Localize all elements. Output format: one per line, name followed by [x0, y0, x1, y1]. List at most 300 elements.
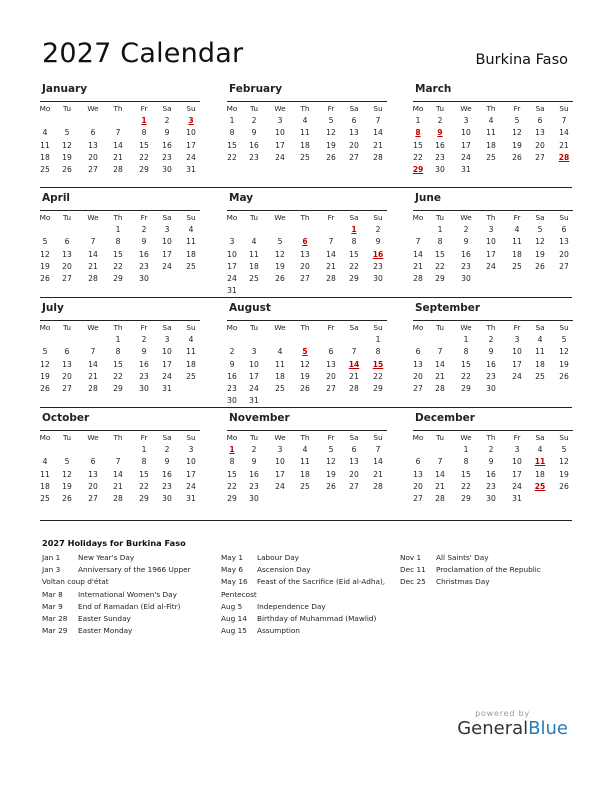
month-name: May [229, 192, 254, 204]
day-cell: 24 [275, 481, 285, 491]
weekday-label: Mo [39, 323, 51, 332]
day-cell: 15 [413, 140, 423, 150]
weekday-label: Mo [412, 323, 424, 332]
day-cell: 22 [461, 481, 471, 491]
day-cell: 25 [300, 481, 310, 491]
day-cell: 31 [512, 493, 522, 503]
weekday-label: Tu [63, 323, 71, 332]
month-august [226, 302, 387, 406]
day-cell: 20 [62, 371, 72, 381]
day-cell: 27 [62, 273, 72, 283]
day-cell: 11 [300, 128, 310, 138]
holiday-item [42, 625, 133, 637]
day-cell: 16 [162, 469, 172, 479]
holiday-date: Mar 9 [42, 601, 63, 611]
day-cell: 9 [251, 128, 257, 138]
holiday-name: Labour Day [257, 553, 299, 562]
day-cell: 12 [40, 249, 50, 259]
weekday-label: Su [186, 323, 196, 332]
day-cell: 20 [413, 371, 423, 381]
holiday-name-continued: Pentecost [221, 589, 257, 599]
day-cell: 22 [349, 261, 359, 271]
day-cell: 15 [139, 140, 149, 150]
day-cell: 16 [139, 359, 149, 369]
holiday-name: Proclamation of the Republic [436, 565, 541, 575]
weekday-label: Su [373, 433, 383, 442]
day-cell: 12 [512, 128, 522, 138]
day-cell: 15 [227, 469, 237, 479]
day-cell: 27 [62, 383, 72, 393]
day-cell: 31 [186, 164, 196, 174]
holiday-name: International Women's Day [78, 589, 177, 599]
page-title: 2027 Calendar [42, 38, 244, 69]
holiday-date: May 1 [221, 553, 244, 562]
day-cell: 27 [349, 481, 359, 491]
month-name: February [229, 83, 283, 95]
day-cell: 14 [113, 469, 123, 479]
day-cell: 18 [300, 469, 310, 479]
day-cell: 28 [113, 164, 123, 174]
weekday-label: Th [113, 213, 123, 222]
day-cell: 25 [300, 152, 310, 162]
day-cell: 8 [229, 128, 235, 138]
day-cell: 22 [139, 481, 149, 491]
day-cell: 23 [249, 152, 259, 162]
holiday-item [42, 601, 181, 613]
day-cell: 11 [512, 237, 522, 247]
day-cell: 11 [535, 347, 545, 357]
day-cell: 19 [512, 140, 522, 150]
holiday-name: Independence Day [257, 601, 326, 611]
weekday-label: Su [559, 323, 569, 332]
day-cell: 8 [375, 347, 381, 357]
day-cell: 14 [326, 249, 336, 259]
day-cell: 1 [115, 335, 121, 345]
weekday-label: Su [559, 433, 569, 442]
day-cell: 10 [162, 237, 172, 247]
day-cell: 23 [435, 152, 445, 162]
holiday-item [42, 613, 131, 625]
weekday-label: Fr [513, 433, 521, 442]
day-cell: 27 [88, 493, 98, 503]
month-april [39, 192, 200, 283]
day-cell: 25 [486, 152, 496, 162]
day-cell: 17 [512, 359, 522, 369]
day-cell: 5 [277, 237, 283, 247]
day-cell: 13 [349, 128, 359, 138]
day-cell: 6 [415, 457, 421, 467]
weekday-label: Fr [513, 213, 521, 222]
day-cell: 3 [277, 116, 283, 126]
holiday-date: May 16 [221, 577, 248, 587]
day-cell: 26 [512, 152, 522, 162]
weekday-label: Th [300, 433, 310, 442]
weekday-label: We [274, 323, 286, 332]
day-cell: 14 [88, 249, 98, 259]
month-march [412, 83, 573, 174]
day-cell: 29 [227, 493, 237, 503]
day-cell: 26 [40, 273, 50, 283]
day-cell: 28 [435, 383, 445, 393]
day-cell: 29 [139, 164, 149, 174]
day-cell: 16 [461, 249, 471, 259]
month-name: October [42, 412, 90, 424]
holiday-day: 3 [188, 116, 194, 126]
day-cell: 30 [227, 396, 237, 406]
day-cell: 23 [249, 481, 259, 491]
day-cell: 23 [461, 261, 471, 271]
day-cell: 13 [62, 249, 72, 259]
day-cell: 13 [88, 469, 98, 479]
day-cell: 9 [164, 128, 170, 138]
day-cell: 29 [349, 273, 359, 283]
weekday-label: Su [559, 213, 569, 222]
day-cell: 12 [40, 359, 50, 369]
day-cell: 2 [164, 116, 170, 126]
holiday-name: Christmas Day [436, 577, 490, 587]
day-cell: 4 [188, 225, 194, 235]
day-cell: 10 [275, 457, 285, 467]
day-cell: 19 [535, 249, 545, 259]
brand-blue: Blue [528, 718, 568, 739]
month-june [412, 192, 573, 283]
day-cell: 9 [251, 457, 257, 467]
day-cell: 10 [227, 249, 237, 259]
day-cell: 21 [373, 469, 383, 479]
weekday-label: Fr [513, 323, 521, 332]
weekday-label: Tu [63, 433, 71, 442]
weekday-label: Su [373, 213, 383, 222]
day-cell: 7 [437, 347, 443, 357]
day-cell: 18 [535, 469, 545, 479]
day-cell: 21 [373, 140, 383, 150]
day-cell: 10 [461, 128, 471, 138]
day-cell: 30 [373, 273, 383, 283]
day-cell: 23 [486, 481, 496, 491]
day-cell: 15 [349, 249, 359, 259]
weekday-label: Fr [140, 104, 148, 113]
weekday-label: Su [559, 104, 569, 113]
day-cell: 7 [328, 237, 334, 247]
month-header [227, 414, 387, 431]
day-cell: 11 [249, 249, 259, 259]
day-cell: 17 [162, 359, 172, 369]
day-cell: 4 [514, 225, 520, 235]
day-cell: 26 [40, 383, 50, 393]
day-cell: 22 [113, 371, 123, 381]
day-cell: 30 [486, 493, 496, 503]
day-cell: 4 [251, 237, 257, 247]
day-cell: 3 [164, 335, 170, 345]
weekday-label: Tu [63, 104, 71, 113]
weekday-label: Fr [327, 213, 335, 222]
day-cell: 20 [535, 140, 545, 150]
weekday-label: Th [300, 323, 310, 332]
day-cell: 14 [435, 469, 445, 479]
day-cell: 29 [373, 383, 383, 393]
holiday-name: All Saints' Day [436, 553, 489, 562]
day-cell: 6 [351, 445, 357, 455]
month-header [413, 414, 573, 431]
day-cell: 21 [349, 371, 359, 381]
day-cell: 12 [62, 140, 72, 150]
day-cell: 5 [514, 116, 520, 126]
day-cell: 30 [486, 383, 496, 393]
day-cell: 7 [561, 116, 567, 126]
day-cell: 27 [413, 383, 423, 393]
day-cell: 18 [535, 359, 545, 369]
day-cell: 19 [559, 359, 569, 369]
day-cell: 20 [62, 261, 72, 271]
day-cell: 22 [227, 152, 237, 162]
day-cell: 20 [559, 249, 569, 259]
day-cell: 21 [88, 261, 98, 271]
day-cell: 20 [349, 469, 359, 479]
day-cell: 9 [375, 237, 381, 247]
day-cell: 21 [326, 261, 336, 271]
day-cell: 29 [113, 273, 123, 283]
weekday-label: We [274, 104, 286, 113]
day-cell: 4 [277, 347, 283, 357]
day-cell: 19 [300, 371, 310, 381]
day-cell: 14 [373, 457, 383, 467]
holiday-name: End of Ramadan (Eid al-Fitr) [78, 601, 181, 611]
day-cell: 2 [375, 225, 381, 235]
holiday-day: 1 [351, 225, 357, 235]
day-cell: 9 [164, 457, 170, 467]
month-header [227, 194, 387, 211]
day-cell: 23 [139, 371, 149, 381]
holiday-date: Mar 29 [42, 626, 68, 636]
weekday-label: Sa [162, 323, 172, 332]
day-cell: 26 [62, 164, 72, 174]
day-cell: 9 [488, 347, 494, 357]
holiday-date: Jan 1 [42, 553, 61, 562]
weekday-label: We [460, 104, 472, 113]
day-cell: 13 [349, 457, 359, 467]
weekday-label: Sa [162, 433, 172, 442]
day-cell: 13 [535, 128, 545, 138]
day-cell: 22 [413, 152, 423, 162]
day-cell: 18 [40, 152, 50, 162]
day-cell: 8 [115, 347, 121, 357]
day-cell: 30 [461, 273, 471, 283]
day-cell: 1 [415, 116, 421, 126]
day-cell: 10 [162, 347, 172, 357]
day-cell: 25 [186, 371, 196, 381]
day-cell: 7 [90, 237, 96, 247]
day-cell: 23 [139, 261, 149, 271]
holidays-title: 2027 Holidays for Burkina Faso [42, 538, 186, 548]
day-cell: 16 [162, 140, 172, 150]
country-name: Burkina Faso [475, 52, 568, 68]
weekday-label: Sa [535, 433, 545, 442]
day-cell: 13 [559, 237, 569, 247]
day-cell: 6 [90, 457, 96, 467]
day-cell: 24 [275, 152, 285, 162]
month-header [40, 414, 200, 431]
day-cell: 10 [249, 359, 259, 369]
day-cell: 6 [351, 116, 357, 126]
day-cell: 3 [488, 225, 494, 235]
weekday-label: We [87, 323, 99, 332]
day-cell: 3 [277, 445, 283, 455]
day-cell: 16 [435, 140, 445, 150]
month-name: June [415, 192, 441, 204]
holiday-item [400, 564, 541, 576]
day-cell: 9 [229, 359, 235, 369]
day-cell: 11 [40, 140, 50, 150]
day-cell: 7 [351, 347, 357, 357]
weekday-label: Tu [250, 213, 258, 222]
day-cell: 24 [486, 261, 496, 271]
weekday-label: Th [113, 433, 123, 442]
day-cell: 27 [326, 383, 336, 393]
day-cell: 26 [326, 152, 336, 162]
holiday-item [400, 552, 489, 564]
weekday-label: Tu [436, 104, 444, 113]
day-cell: 22 [435, 261, 445, 271]
holiday-day: 25 [534, 481, 546, 491]
day-cell: 17 [461, 140, 471, 150]
weekday-label: Mo [39, 104, 51, 113]
day-cell: 15 [139, 469, 149, 479]
day-cell: 11 [40, 469, 50, 479]
day-cell: 21 [113, 481, 123, 491]
holiday-item [42, 589, 177, 601]
day-cell: 8 [463, 347, 469, 357]
day-cell: 13 [62, 359, 72, 369]
day-cell: 12 [559, 457, 569, 467]
day-cell: 23 [373, 261, 383, 271]
day-cell: 9 [141, 347, 147, 357]
day-cell: 11 [486, 128, 496, 138]
day-cell: 10 [186, 128, 196, 138]
weekday-label: Mo [412, 433, 424, 442]
month-may [226, 192, 387, 296]
day-cell: 31 [461, 164, 471, 174]
weekday-label: Tu [63, 213, 71, 222]
day-cell: 4 [537, 445, 543, 455]
day-cell: 4 [188, 335, 194, 345]
weekday-label: Fr [513, 104, 521, 113]
day-cell: 6 [561, 225, 567, 235]
holiday-name: Easter Monday [78, 626, 133, 636]
day-cell: 24 [512, 481, 522, 491]
month-name: August [229, 302, 271, 314]
weekday-label: Tu [250, 104, 258, 113]
day-cell: 28 [435, 493, 445, 503]
day-cell: 7 [375, 445, 381, 455]
weekday-label: We [274, 213, 286, 222]
month-header [413, 194, 573, 211]
day-cell: 21 [113, 152, 123, 162]
holiday-item [400, 576, 490, 588]
day-cell: 19 [326, 469, 336, 479]
day-cell: 11 [300, 457, 310, 467]
day-cell: 25 [535, 371, 545, 381]
holiday-day: 9 [437, 128, 443, 138]
holiday-name: Birthday of Muhammad (Mawlid) [257, 614, 377, 624]
day-cell: 12 [559, 347, 569, 357]
day-cell: 14 [559, 128, 569, 138]
holiday-column [221, 552, 386, 637]
weekday-label: Sa [535, 104, 545, 113]
day-cell: 25 [249, 273, 259, 283]
holiday-day: 15 [372, 359, 384, 369]
day-cell: 2 [463, 225, 469, 235]
day-cell: 28 [413, 273, 423, 283]
day-cell: 17 [227, 261, 237, 271]
weekday-label: Th [486, 213, 496, 222]
weekday-label: Sa [162, 104, 172, 113]
day-cell: 5 [561, 335, 567, 345]
day-cell: 16 [249, 469, 259, 479]
holiday-name: Feast of the Sacrifice (Eid al-Adha), [257, 577, 386, 587]
month-header [40, 85, 200, 102]
holiday-name-continued: Voltan coup d'état [42, 577, 109, 587]
day-cell: 24 [249, 383, 259, 393]
weekday-label: Tu [250, 323, 258, 332]
day-cell: 30 [139, 273, 149, 283]
day-cell: 1 [463, 445, 469, 455]
day-cell: 8 [463, 457, 469, 467]
weekday-label: Th [486, 323, 496, 332]
day-cell: 1 [141, 445, 147, 455]
day-cell: 20 [326, 371, 336, 381]
day-cell: 26 [535, 261, 545, 271]
day-cell: 6 [64, 347, 70, 357]
day-cell: 6 [537, 116, 543, 126]
holiday-day: 1 [229, 445, 235, 455]
weekday-label: Sa [349, 104, 359, 113]
day-cell: 28 [373, 152, 383, 162]
day-cell: 16 [139, 249, 149, 259]
day-cell: 5 [42, 237, 48, 247]
holiday-name: Anniversary of the 1966 Upper [78, 565, 191, 575]
month-july [39, 302, 200, 393]
month-october [39, 412, 200, 503]
day-cell: 7 [115, 128, 121, 138]
day-cell: 18 [512, 249, 522, 259]
holiday-date: Aug 15 [221, 626, 247, 636]
day-cell: 17 [162, 249, 172, 259]
weekday-label: Tu [436, 323, 444, 332]
day-cell: 18 [40, 481, 50, 491]
month-name: December [415, 412, 475, 424]
day-cell: 23 [162, 152, 172, 162]
weekday-label: Th [113, 104, 123, 113]
day-cell: 8 [351, 237, 357, 247]
weekday-label: Fr [327, 433, 335, 442]
weekday-label: Sa [349, 213, 359, 222]
day-cell: 10 [512, 347, 522, 357]
day-cell: 18 [275, 371, 285, 381]
day-cell: 31 [249, 396, 259, 406]
day-cell: 9 [488, 457, 494, 467]
day-cell: 30 [139, 383, 149, 393]
day-cell: 29 [435, 273, 445, 283]
day-cell: 24 [162, 371, 172, 381]
weekday-label: Fr [140, 213, 148, 222]
day-cell: 8 [141, 128, 147, 138]
day-cell: 24 [186, 481, 196, 491]
day-cell: 15 [435, 249, 445, 259]
day-cell: 30 [249, 493, 259, 503]
day-cell: 5 [537, 225, 543, 235]
day-cell: 22 [373, 371, 383, 381]
day-cell: 22 [113, 261, 123, 271]
